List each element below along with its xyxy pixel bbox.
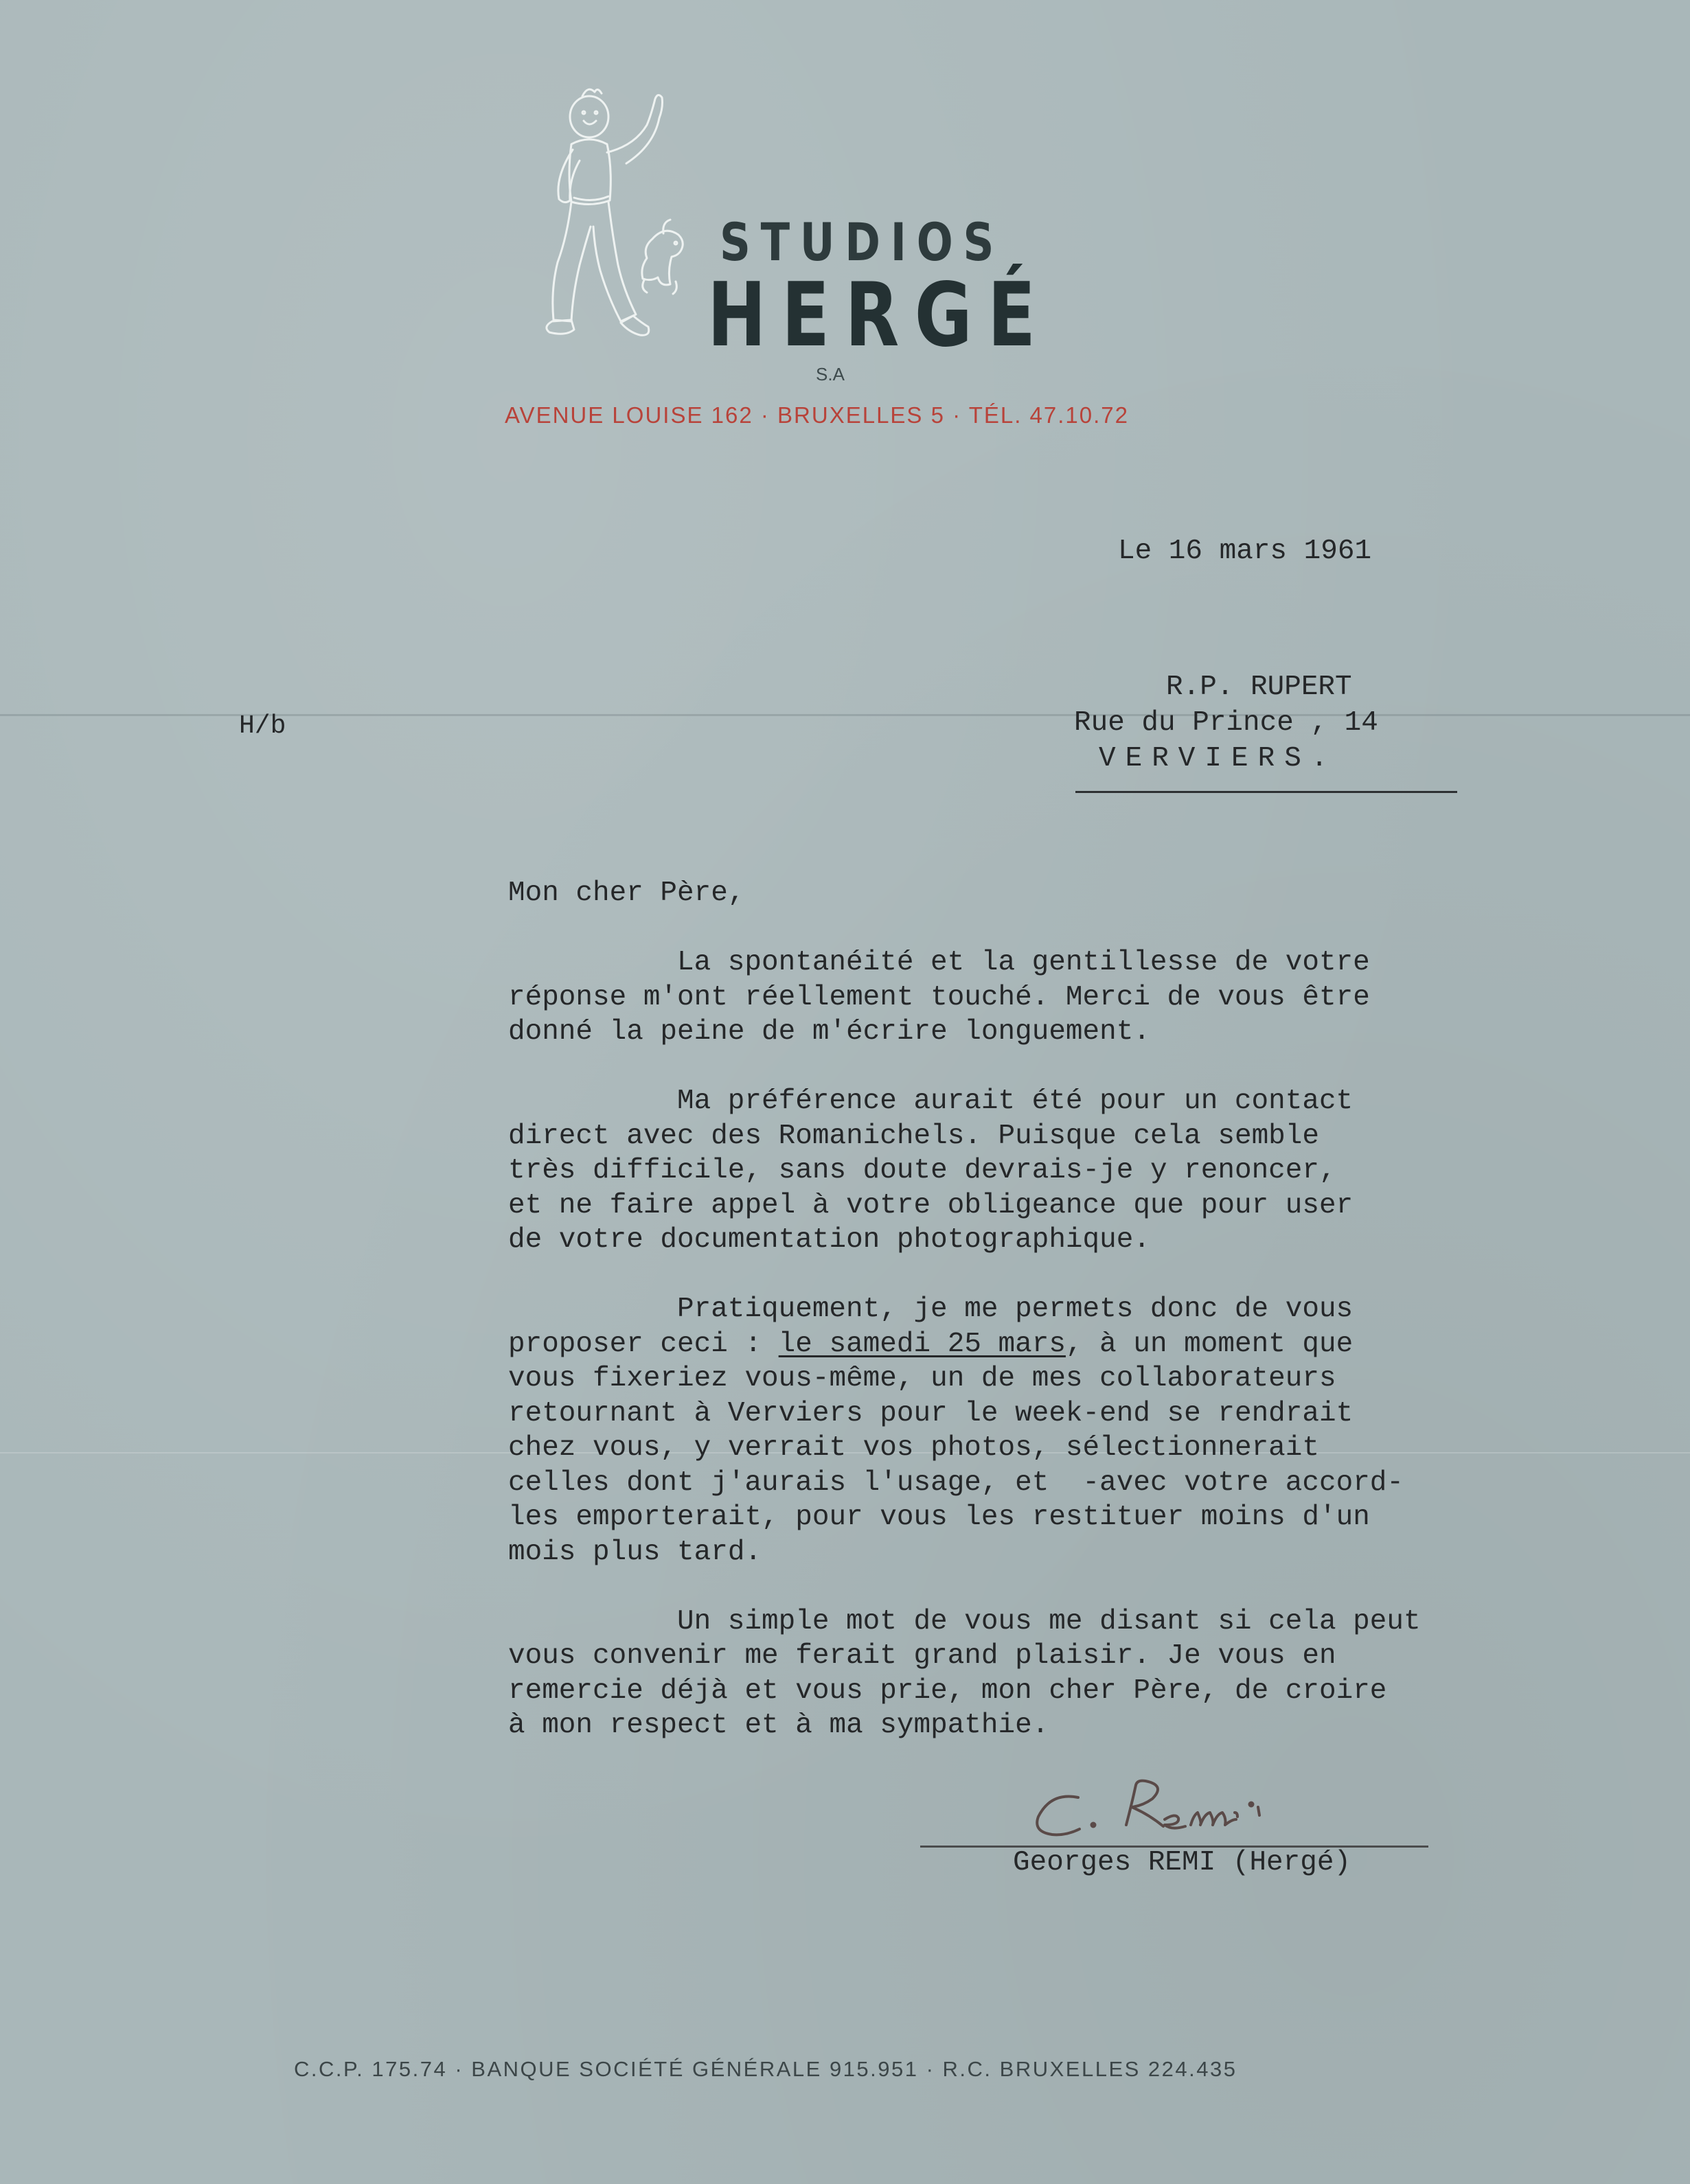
letterhead-legal-form: S.A (816, 364, 845, 384)
paragraph-line: La spontanéité et la gentillesse de votre (677, 947, 1370, 978)
paragraph-line: vous fixeriez vous-même, un de mes collaborateurs (508, 1363, 1336, 1394)
paragraph-line: Ma préférence aurait été pour un contact (677, 1085, 1354, 1117)
paragraph-line: Pratiquement, je me permets donc de vous (677, 1294, 1354, 1325)
letter-date: Le 16 mars 1961 (1118, 536, 1372, 567)
recipient-name: R.P. RUPERT (1166, 671, 1352, 703)
text-span: , à un moment que (1065, 1328, 1354, 1360)
tintin-snowy-figure-icon (529, 81, 735, 369)
letterhead-studios: STUDIOS (720, 211, 1005, 273)
paragraph-line: retournant à Verviers pour le week-end se rendrait (508, 1397, 1354, 1429)
paragraph-line: à mon respect et à ma sympathie. (508, 1710, 1049, 1741)
paragraph-line: de votre documentation photographique. (508, 1224, 1150, 1256)
paragraph-line (508, 1327, 1621, 1362)
paragraph-line: remercie déjà et vous prie, mon cher Père, de croire (508, 1675, 1387, 1707)
paragraph-line: donné la peine de m'écrire longuement. (508, 1016, 1150, 1048)
paragraph-line: et ne faire appel à votre obligeance que pour user (508, 1189, 1354, 1221)
recipient-street: Rue du Prince , 14 (1074, 707, 1378, 739)
recipient-city: VERVIERS. (1099, 743, 1338, 774)
letterhead-address: AVENUE LOUISE 162 · BRUXELLES 5 · TÉL. 47.10.72 (505, 402, 1130, 428)
paragraph-line: Un simple mot de vous me disant si cela peut (677, 1605, 1421, 1637)
paragraph-line: très difficile, sans doute devrais-je y renoncer, (508, 1155, 1336, 1186)
paragraph-line: chez vous, y verrait vos photos, sélectionnerait (508, 1432, 1319, 1464)
letter-body (508, 876, 1621, 1743)
letterhead-herge: HERGÉ (707, 264, 1051, 367)
underlined-date: le samedi 25 mars (778, 1328, 1066, 1360)
letterhead-footer: C.C.P. 175.74 · BANQUE SOCIÉTÉ GÉNÉRALE 915.951 · R.C. BRUXELLES 224.435 (294, 2057, 1237, 2081)
paragraph-line: mois plus tard. (508, 1536, 762, 1568)
handwritten-signature (1030, 1770, 1415, 1846)
salutation: Mon cher Père, (508, 877, 745, 909)
signer-name: Georges REMI (Hergé) (1013, 1847, 1351, 1878)
text-span: proposer ceci : (508, 1328, 779, 1360)
paragraph-line: celles dont j'aurais l'usage, et -avec votre accord- (508, 1467, 1404, 1499)
reference-code: H/b (239, 711, 286, 741)
paragraph-line: réponse m'ont réellement touché. Merci de vous être (508, 981, 1370, 1013)
paragraph-line: vous convenir me ferait grand plaisir. Je vous en (508, 1640, 1336, 1672)
paragraph-line: direct avec des Romanichels. Puisque cela semble (508, 1120, 1319, 1152)
paragraph-line: les emporterait, pour vous les restituer moins d'un (508, 1502, 1370, 1533)
recipient-underline (1075, 791, 1457, 793)
